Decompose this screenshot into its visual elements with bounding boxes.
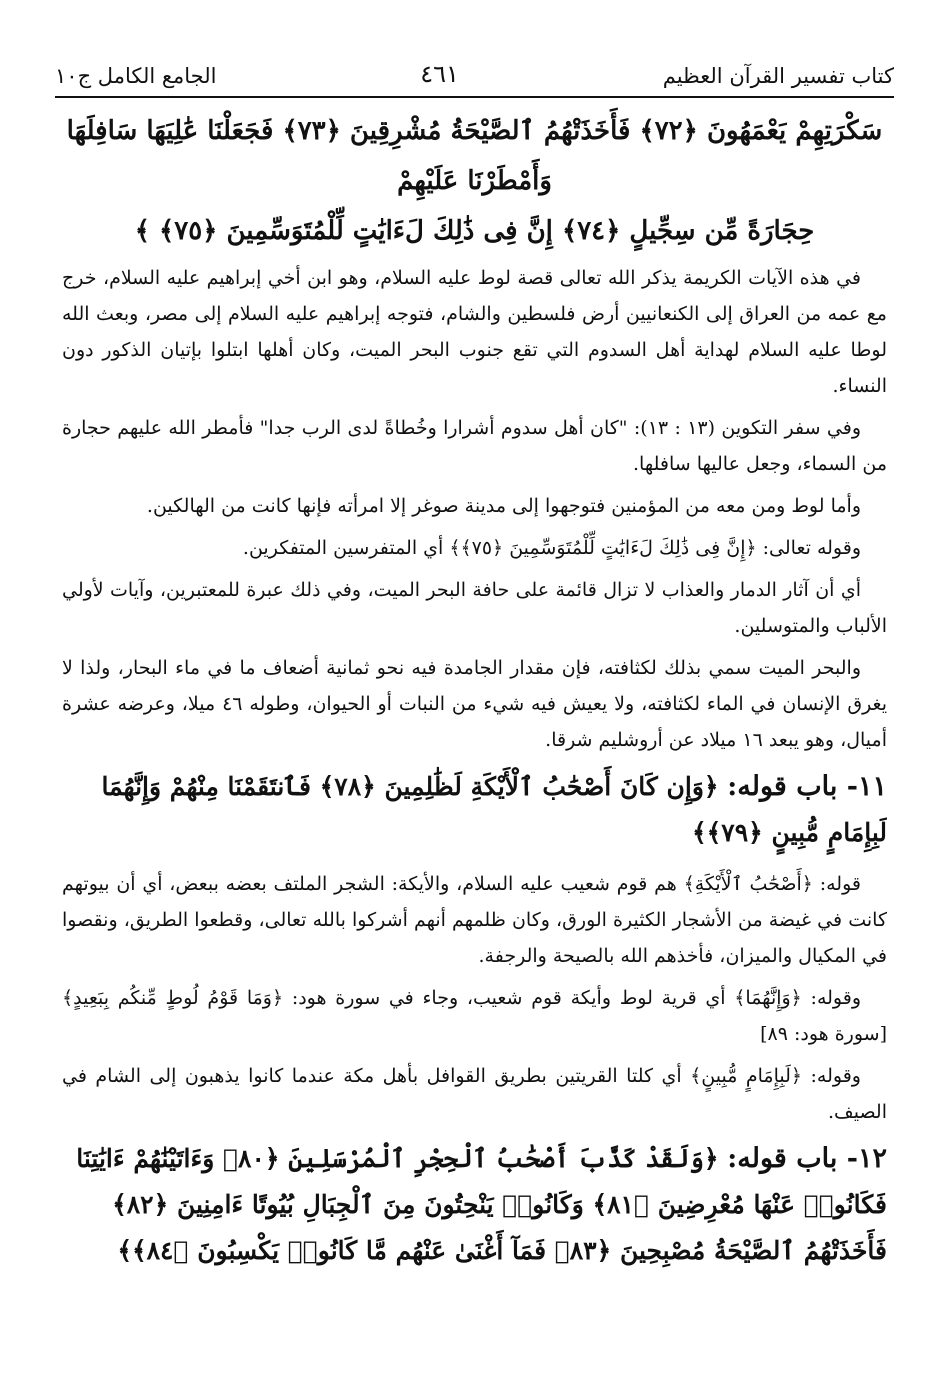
chapter-heading-12 [62,1136,887,1274]
commentary-paragraph: قوله: ﴿أَصْحَٰبُ ٱلْأَيْكَةِ﴾ هم قوم شعيب عليه السلام، والأيكة: الشجر الملتف بعضه ببعض، أي أن بيوتهم كانت في غيضة من الأشجار الكثيرة الورق، وكان ظلمهم أنهم أشركوا بالله تعالى، وقطعوا الطريق، ونقصوا في المكيال والميزان، فأخذهم الله بالصيحة والرجفة. [62,873,887,967]
commentary-paragraph: وقوله تعالى: ﴿إِنَّ فِى ذَٰلِكَ لَءَايَٰتٍ لِّلْمُتَوَسِّمِينَ ﴿٧٥﴾﴾ أي المتفرسين المتفكرين. [242,537,861,559]
verse-line: حِجَارَةً مِّن سِجِّيلٍ ﴿٧٤﴾ إِنَّ فِى ذَٰلِكَ لَءَايَٰتٍ لِّلْمُتَوَسِّمِينَ ﴿٧٥﴾ ﴾ [134,216,815,246]
header-volume-title: الجامع الكامل ج١٠ [55,64,217,88]
header-book-title: كتاب تفسير القرآن العظيم [662,64,894,88]
commentary-paragraph: وقوله: ﴿لَبِإِمَامٍ مُّبِينٍ﴾ أي كلتا القريتين بطريق القوافل بأهل مكة عندما كانوا يذهبون إلى الشام في الصيف. [62,1065,887,1123]
running-header [55,48,894,88]
commentary-paragraph: والبحر الميت سمي بذلك لكثافته، فإن مقدار الجامدة فيه نحو ثمانية أضعاف ما في ماء البحار، ولذا لا يغرق الإنسان في الماء لكثافته، ولا يعيش فيه شيء من النبات أو الحيوان، وطوله ٤٦ ميلا، وعرضه عشرة أميال، وهو يبعد ١٦ ميلاد عن أروشليم شرقا. [62,657,887,751]
header-rule [55,96,894,98]
chapter-verse: ﴿وَإِن كَانَ أَصْحَٰبُ ٱلْأَيْكَةِ لَظَٰلِمِينَ ﴿٧٨﴾ فَٱنتَقَمْنَا مِنْهُمْ وَإِنَّهُمَا لَبِإِمَامٍ مُّبِينٍ ﴿٧٩﴾﴾ [101,772,887,847]
commentary-paragraph: وأما لوط ومن معه من المؤمنين فتوجهوا إلى مدينة صوغر إلا امرأته فإنها كانت من الهالكين. [146,495,861,517]
commentary-paragraph: وقوله: ﴿وَإِنَّهُمَا﴾ أي قرية لوط وأيكة قوم شعيب، وجاء في سورة هود: ﴿وَمَا قَوْمُ لُوطٍ مِّنكُم بِبَعِيدٍ﴾ [سورة هود: ٨٩] [62,987,887,1045]
verse-line: سَكْرَتِهِمْ يَعْمَهُونَ ﴿٧٢﴾ فَأَخَذَتْهُمُ ٱلصَّيْحَةُ مُشْرِقِينَ ﴿٧٣﴾ فَجَعَلْنَا عَٰلِيَهَا سَافِلَهَا وَأَمْطَرْنَا عَلَيْهِمْ [66,116,883,196]
chapter-label: ١١- باب قوله: [727,771,887,802]
commentary-paragraph: أي أن آثار الدمار والعذاب لا تزال قائمة على حافة البحر الميت، وفي ذلك عبرة للمعتبرين، وآيات لأولي الألباب والمتوسلين. [62,579,887,637]
chapter-heading-11 [62,764,887,856]
page-body [62,106,887,1338]
commentary-paragraph: في هذه الآيات الكريمة يذكر الله تعالى قصة لوط عليه السلام، وهو ابن أخي إبراهيم عليه السلام، خرج مع عمه من العراق إلى الكنعانيين أرض فلسطين والشام، فتوجه إبراهيم عليه السلام إلى مصر، وبعث الله لوطا عليه السلام لهداية أهل السدوم التي تقع جنوب البحر الميت، وكان أهلها ابتلوا بإتيان الذكور دون النساء. [62,267,887,397]
quran-verse-block [62,106,887,256]
chapter-verse: ﴿وَلَقَدْ كَذَّبَ أَصْحَٰبُ ٱلْحِجْرِ ٱلْمُرْسَلِينَ ﴿٨٠﴾ وَءَاتَيْنَٰهُمْ ءَايَٰتِنَا فَكَانُوا۟ عَنْهَا مُعْرِضِينَ ﴿٨١﴾ وَكَانُوا۟ يَنْحِتُونَ مِنَ ٱلْجِبَالِ بُيُوتًا ءَامِنِينَ ﴿٨٢﴾ فَأَخَذَتْهُمُ ٱلصَّيْحَةُ مُصْبِحِينَ ﴿٨٣﴾ فَمَآ أَغْنَىٰ عَنْهُم مَّا كَانُوا۟ يَكْسِبُونَ ﴿٨٤﴾﴾ [76,1144,887,1265]
commentary-paragraph: وفي سفر التكوين (١٣ : ١٣): "كان أهل سدوم أشرارا وخُطاةً لدى الرب جدا" فأمطر الله عليهم حجارة من السماء، وجعل عاليها سافلها. [62,417,887,475]
chapter-label: ١٢- باب قوله: [727,1143,887,1174]
page-number: ٤٦١ [420,60,459,88]
